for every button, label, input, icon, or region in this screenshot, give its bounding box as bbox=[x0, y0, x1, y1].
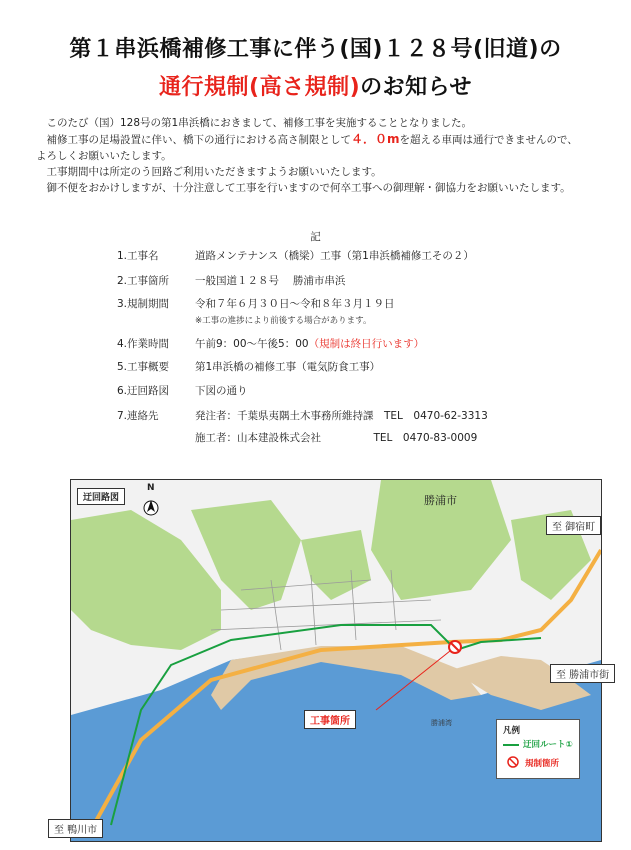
legend-route-icon bbox=[503, 742, 519, 748]
to-kamogawa-label: 至 鴨川市 bbox=[48, 819, 103, 838]
map-drawing bbox=[71, 480, 601, 841]
detour-map bbox=[70, 479, 602, 842]
bay-label: 勝浦湾 bbox=[431, 719, 452, 727]
construction-label: 工事箇所 bbox=[304, 710, 356, 729]
height-limit: ４．０m bbox=[351, 132, 400, 146]
paragraph-1: このたび（国）128号の第1串浜橋におきまして、補修工事を実施することとなりました。 bbox=[46, 117, 473, 129]
schedule-note: ※工事の進捗により前後する場合があります。 bbox=[195, 316, 372, 326]
north-label: N bbox=[147, 483, 155, 493]
paragraph-4: 御不便をおかけしますが、十分注意して工事を行いますので何卒工事への御理解・御協力をお願いいたします。 bbox=[46, 182, 571, 194]
notice-body bbox=[36, 115, 586, 196]
legend-reg-label: 規制箇所 bbox=[525, 759, 560, 769]
ki-heading: 記 bbox=[310, 231, 321, 243]
paragraph-2: 補修工事の足場設置に伴い、橋下の通行における高さ制限として４．０mを超える車両は通行できませんので、よろしくお願いいたします。 bbox=[36, 132, 578, 162]
page-title-line1: 第１串浜橋補修工事に伴う(国)１２８号(旧道)の bbox=[69, 37, 562, 62]
title-highlight: 通行規制(高さ規制) bbox=[159, 75, 361, 100]
page-title-line2 bbox=[0, 70, 631, 101]
legend-route-label: 迂回ルート① bbox=[523, 740, 573, 750]
map-legend bbox=[496, 719, 580, 779]
title-rest: のお知らせ bbox=[360, 75, 472, 100]
paragraph-3: 工事期間中は所定のう回路ご利用いただきますようお願いいたします。 bbox=[46, 166, 382, 178]
to-katsuura-label: 至 勝浦市街 bbox=[550, 664, 615, 683]
green-area bbox=[71, 510, 221, 650]
city-label: 勝浦市 bbox=[424, 494, 457, 507]
map-title: 迂回路図 bbox=[77, 488, 125, 505]
to-onjuku-label: 至 御宿町 bbox=[546, 516, 601, 535]
legend-title: 凡例 bbox=[503, 726, 521, 736]
legend-no-entry-icon bbox=[507, 756, 519, 768]
green-area bbox=[301, 530, 371, 600]
